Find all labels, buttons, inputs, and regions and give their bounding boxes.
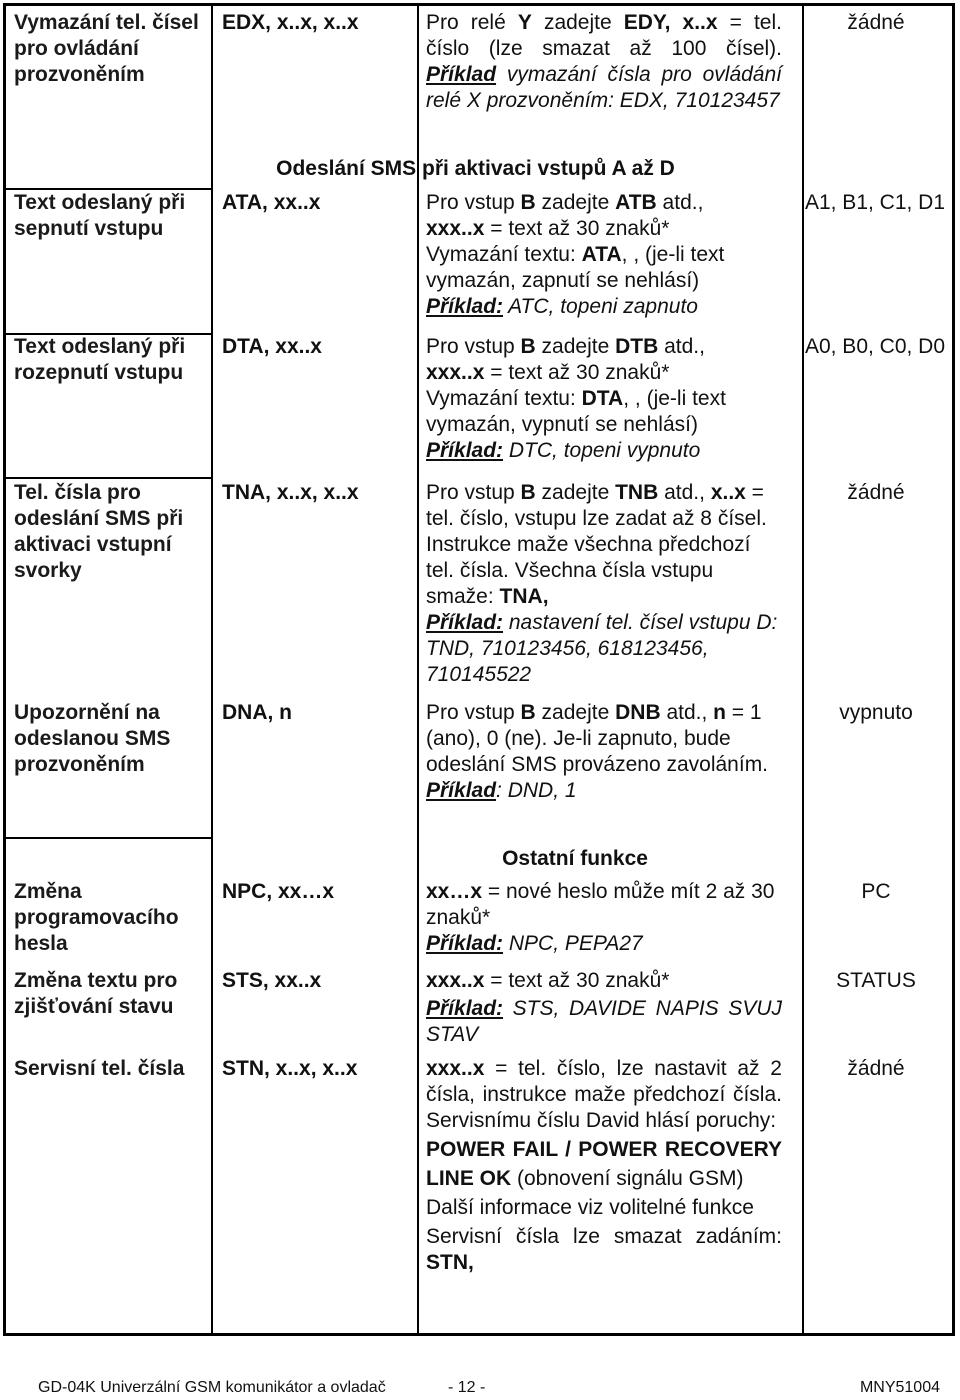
row-divider bbox=[6, 477, 213, 479]
default-sts: STATUS bbox=[836, 969, 916, 992]
description-dta: Pro vstup B zadejte DTB atd., xxx..x = text až 30 znaků* Vymazání textu: DTA, , (je-li text vymazán, vypnutí se nehlásí) Příklad: DTC, topeni vypnuto bbox=[426, 335, 726, 462]
example-label: Příklad bbox=[426, 63, 497, 86]
description-sts: xxx..x = text až 30 znaků* Příklad: STS, DAVIDE NAPIS SVUJ STAV bbox=[426, 969, 782, 1046]
row-divider bbox=[6, 837, 213, 839]
footer-title: GD-04K Univerzální GSM komunikátor a ovladač bbox=[38, 1379, 386, 1396]
row-label-ata: Text odeslaný při sepnutí vstupu bbox=[14, 191, 186, 240]
page-number: - 12 - bbox=[448, 1379, 486, 1396]
example-label: Příklad: bbox=[426, 997, 504, 1020]
default-stn: žádné bbox=[847, 1057, 905, 1080]
row-label-edx: Vymazání tel. čísel pro ovládání prozvoněním bbox=[14, 11, 199, 86]
default-dna: vypnuto bbox=[839, 701, 913, 724]
description-tna: Pro vstup B zadejte TNB atd., x..x = tel. číslo, vstupu lze zadat až 8 čísel. Instrukce maže všechna předchozí tel. čísla. Všechna čísla vstupu smaže: TNA, Příklad: nastavení tel. čísel vstupu D: TND, 710123456, 618123456, 710145522 bbox=[426, 481, 778, 686]
default-edx: žádné bbox=[847, 11, 905, 34]
example-label: Příklad: bbox=[426, 295, 504, 318]
example-label: Příklad: bbox=[426, 932, 504, 955]
row-label-npc: Změna programovacího hesla bbox=[14, 880, 179, 955]
command-ata: ATA, xx..x bbox=[222, 191, 321, 214]
command-npc: NPC, xx…x bbox=[222, 880, 335, 903]
example-label: Příklad bbox=[426, 779, 497, 802]
command-sts: STS, xx..x bbox=[222, 969, 322, 992]
default-ata: A1, B1, C1, D1 bbox=[804, 191, 946, 214]
column-divider bbox=[211, 6, 213, 1333]
description-stn: xxx..x = tel. číslo, lze nastavit až 2 čísla, instrukce maže předchozí čísla. Servisnímu číslu David hlásí poruchy: POWER FAIL / POWER RECOVERY LINE OK (obnovení signálu GSM) Další informace viz volitelné funkce Servisní čísla lze smazat zadáním: STN, bbox=[426, 1057, 782, 1274]
row-label-dna: Upozornění na odeslanou SMS prozvoněním bbox=[14, 701, 171, 776]
description-edx: Pro relé Y zadejte EDY, x..x = tel. číslo (lze smazat až 100 čísel). Příklad vymazání čísla pro ovládání relé X prozvoněním: EDX, 710123457 bbox=[426, 11, 782, 112]
default-npc: PC bbox=[861, 880, 891, 903]
default-dta: A0, B0, C0, D0 bbox=[804, 335, 946, 358]
command-dta: DTA, xx..x bbox=[222, 335, 322, 358]
page-footer bbox=[38, 1378, 940, 1400]
row-label-sts: Změna textu pro zjišťování stavu bbox=[14, 969, 178, 1018]
command-tna: TNA, x..x, x..x bbox=[222, 481, 359, 504]
row-label-dta: Text odeslaný při rozepnutí vstupu bbox=[14, 335, 186, 384]
section-heading-sms: Odeslání SMS při aktivaci vstupů A až D bbox=[276, 157, 675, 180]
description-dna: Pro vstup B zadejte DNB atd., n = 1 (ano), 0 (ne). Je-li zapnuto, bude odeslání SMS provázeno zavoláním. Příklad: DND, 1 bbox=[426, 701, 769, 802]
row-label-tna: Tel. čísla pro odeslání SMS při aktivaci vstupní svorky bbox=[14, 481, 184, 582]
document-code: MNY51004 bbox=[859, 1379, 940, 1396]
section-heading-other: Ostatní funkce bbox=[502, 847, 648, 870]
command-edx: EDX, x..x, x..x bbox=[222, 11, 359, 34]
default-tna: žádné bbox=[847, 481, 905, 504]
row-label-stn: Servisní tel. čísla bbox=[14, 1057, 185, 1080]
example-label: Příklad: bbox=[426, 611, 504, 634]
command-stn: STN, x..x, x..x bbox=[222, 1057, 358, 1080]
command-dna: DNA, n bbox=[222, 701, 292, 724]
description-npc: xx…x = nové heslo může mít 2 až 30 znaků* Příklad: NPC, PEPA27 bbox=[426, 880, 775, 955]
description-ata: Pro vstup B zadejte ATB atd., xxx..x = text až 30 znaků* Vymazání textu: ATA, , (je-li text vymazán, zapnutí se nehlásí) Příklad: ATC, topeni zapnuto bbox=[426, 191, 725, 318]
example-label: Příklad: bbox=[426, 439, 504, 462]
column-divider bbox=[417, 6, 419, 1333]
